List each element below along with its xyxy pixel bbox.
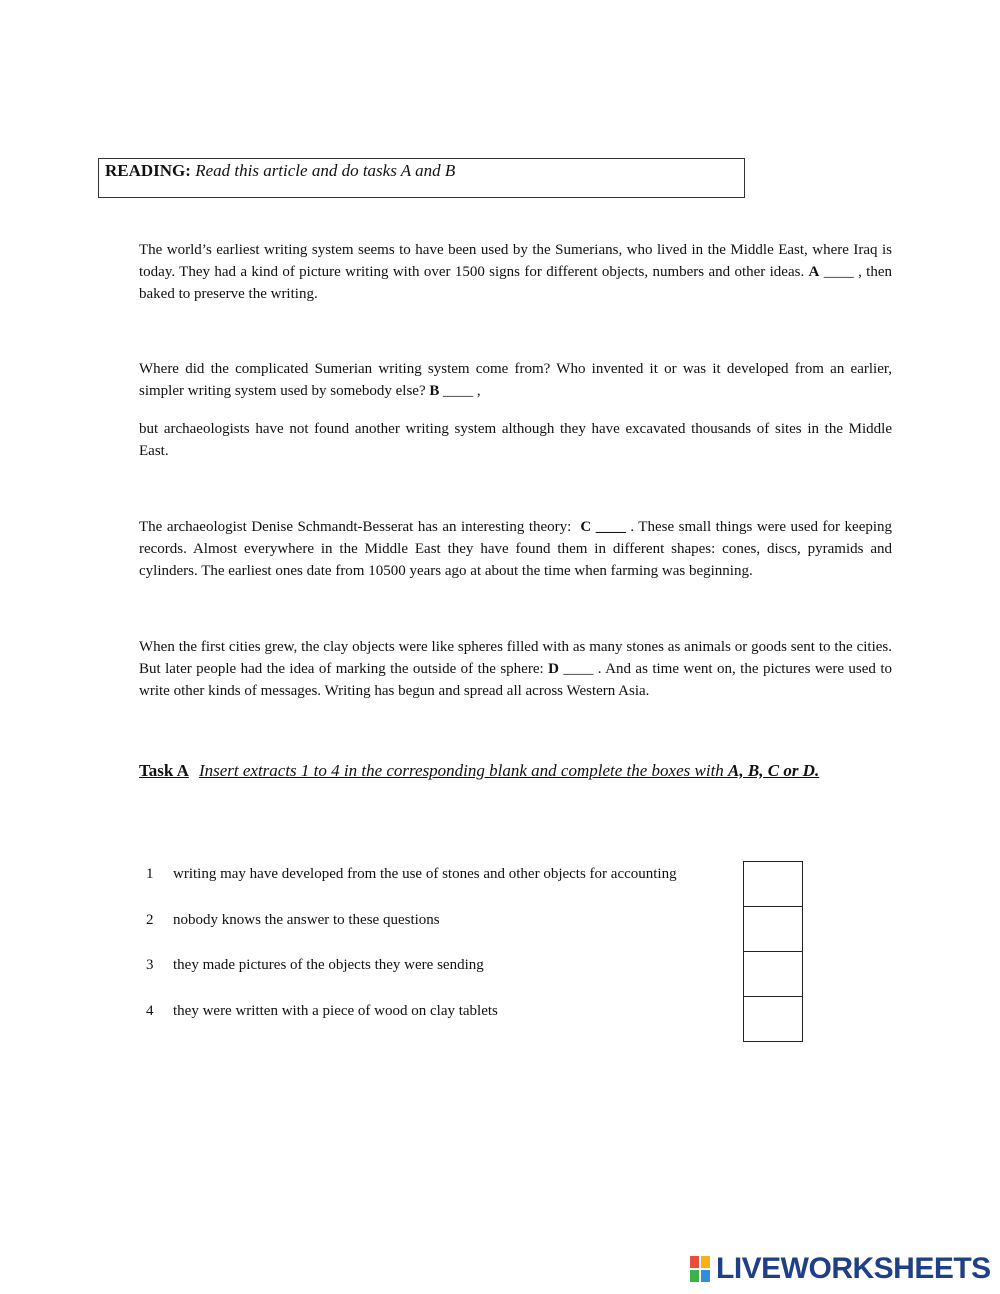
extract-number: 1: [146, 866, 154, 882]
paragraph-1: [139, 239, 892, 305]
gap-d-blank[interactable]: ____ . And as time went on, the pictures were used to write other kinds of messages. Writing has begun and spread all across Western Asia.: [139, 661, 893, 699]
liveworksheets-wordmark: LIVEWORKSHEETS: [716, 1252, 991, 1285]
paragraph-1-text: The world’s earliest writing system seems to have been used by the Sumerians, who lived in the Middle East, where Iraq is today. They had a kind of picture writing with over 1500 signs for different objects, numbers and other ideas.: [139, 242, 892, 280]
reading-header-box: [98, 158, 745, 198]
paragraph-4: [139, 516, 892, 582]
paragraph-5-text-a: When the first cities grew, the clay objects were like spheres filled with as many stones as animals or goods sent to the cities. But later people had the idea of marking the outside of the sphere:: [139, 639, 892, 677]
extract-number: 2: [146, 912, 154, 928]
reading-instruction: Read this article and do tasks A and B: [195, 161, 456, 180]
extract-text: writing may have developed from the use of stones and other objects for accounting: [173, 866, 677, 882]
answer-box-4[interactable]: [743, 996, 803, 1042]
gap-c-letter: C: [580, 519, 592, 535]
gap-d-letter: D: [548, 661, 559, 677]
extract-number: 3: [146, 957, 154, 973]
paragraph-5: [139, 636, 892, 702]
task-a-heading: [139, 759, 879, 782]
answer-box-2[interactable]: [743, 906, 803, 952]
paragraph-4-text-b: . These small things were used for keeping records. Almost everywhere in the Middle East they have found them in different shapes: cones, discs, pyramids and cylinders. The earliest ones date from 10500 years ago at about the time when farming was beginning.: [139, 519, 893, 579]
extract-text: they made pictures of the objects they were sending: [173, 957, 484, 973]
gap-b-letter: B: [429, 383, 440, 399]
reading-label: READING:: [105, 161, 191, 180]
extract-text: they were written with a piece of wood on clay tablets: [173, 1003, 498, 1019]
extract-number: 4: [146, 1003, 154, 1019]
gap-b-blank[interactable]: ____ ,: [439, 383, 481, 399]
gap-c-blank[interactable]: ____: [595, 519, 626, 535]
task-a-instruction: Insert extracts 1 to 4 in the corresponding blank and complete the boxes with: [198, 761, 724, 780]
paragraph-4-text-a: The archaeologist Denise Schmandt-Besserat has an interesting theory:: [139, 519, 572, 535]
task-a-letters: A, B, C or D.: [728, 761, 820, 780]
gap-a-blank[interactable]: ____ , then baked to preserve the writing.: [139, 264, 892, 302]
liveworksheets-mark-icon: [690, 1256, 712, 1282]
paragraph-2: [139, 358, 892, 402]
paragraph-3-text: but archaeologists have not found another writing system although they have excavated thousands of sites in the Middle East.: [139, 421, 892, 459]
extract-item-2: [146, 909, 440, 931]
paragraph-3: [139, 418, 892, 462]
paragraph-2-text: Where did the complicated Sumerian writing system come from? Who invented it or was it developed from an earlier, simpler writing system used by somebody else?: [139, 361, 892, 399]
extract-item-1: [146, 863, 677, 885]
answer-box-3[interactable]: [743, 951, 803, 997]
gap-a-letter: A: [808, 264, 820, 280]
liveworksheets-logo: [690, 1254, 991, 1284]
extract-text: nobody knows the answer to these questions: [173, 912, 440, 928]
answer-box-1[interactable]: [743, 861, 803, 907]
extract-item-3: [146, 954, 484, 976]
extract-item-4: [146, 1000, 498, 1022]
task-a-label: Task A: [139, 761, 189, 780]
